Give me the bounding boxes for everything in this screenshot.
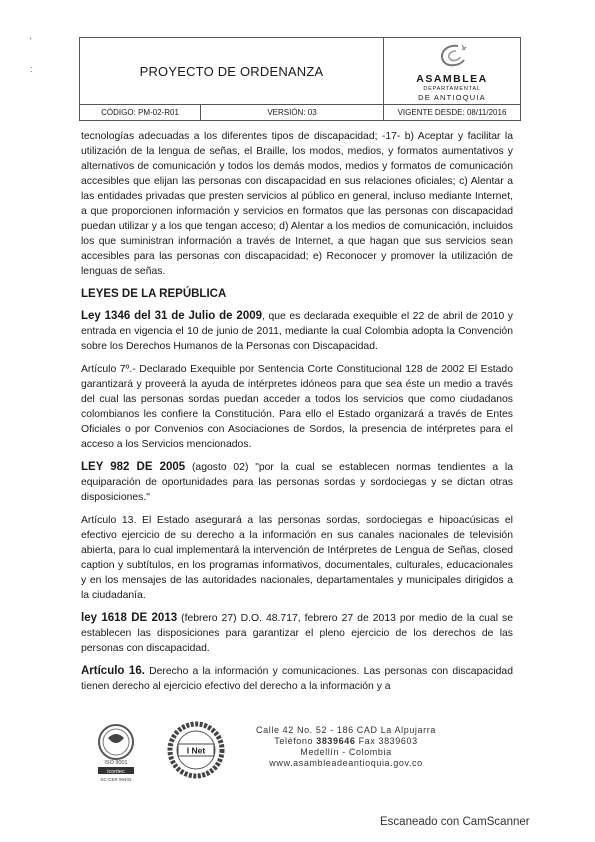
paragraph-articulo-13: Artículo 13. El Estado asegurará a las personas sordas, sordociegas e hipoacúsicas el efectivo ejercicio de su derecho a la información en sus canales nacionales de televisión abierta, para lo cual implementará la intervención de Intérpretes de Lengua de Señas, closed caption y subtítulos, en los programas informativos, documentales, culturales, educacionales y en los mensajes de las autoridades nacionales, departamentales y municipales dirigidos a la ciudadanía. [81, 515, 513, 601]
paragraph-ley-982 [81, 460, 513, 505]
section-heading: LEYES DE LA REPÚBLICA [81, 288, 227, 300]
iso-label: ISO 9001 [104, 760, 128, 766]
address-street: Calle 42 No. 52 - 186 CAD La Alpujarra [256, 725, 436, 735]
cert-code: SC-CER 96402 [100, 777, 132, 782]
document-version: VERSIÓN: 03 [201, 105, 384, 120]
asamblea-logo [384, 38, 520, 104]
phone-number: 3839646 [316, 736, 356, 746]
logo-line-1: ASAMBLEA [416, 73, 488, 85]
header-title: PROYECTO DE ORDENANZA [80, 38, 384, 104]
paragraph-articulo-7: Artículo 7º.- Declarado Exequible por Sentencia Corte Constitucional 128 de 2002 El Estado garantizará y proveerá la ayuda de intérpretes idóneos para que sea éste un medio a través del cual las personas sordas puedan acceder a todos los servicios que como ciudadanos colombianos les confiere la Constitución. Para ello el Estado organizará a través de Entes Oficiales o por Convenios con Asociaciones de Sordos, la presencia de intérpretes para el acceso a los Servicios mencionados. [81, 364, 513, 450]
inet-certification-logo [164, 720, 228, 780]
fax-number: Fax 3839603 [355, 736, 418, 746]
article-text: Derecho a la información y comunicaciones. Las personas con discapacidad tienen derecho al ejercicio efectivo del derecho a la información y a [81, 666, 513, 692]
law-title: ley 1618 DE 2013 [81, 612, 178, 624]
document-valid-from: VIGENTE DESDE: 08/11/2016 [397, 108, 507, 117]
law-text: (febrero 27) D.O. 48.717, febrero 27 de 2013 por medio de la cual se establecen las disposiciones para garantizar el pleno ejercicio de los derechos de las personas con discapacidad. [81, 613, 513, 654]
icontec-certification-logo [86, 720, 160, 782]
article-title: Artículo 16. [81, 665, 145, 677]
scan-mark: ' [30, 36, 32, 46]
document-code: CÓDIGO: PM-02-R01 [80, 105, 201, 120]
footer-address [246, 725, 446, 769]
document-header [79, 37, 521, 121]
document-body [81, 129, 513, 702]
website-link: www.asambleadeantioquia.gov.co [269, 758, 423, 768]
law-title: Ley 1346 del 31 de Julio de 2009 [81, 310, 263, 322]
camscanner-watermark: Escaneado con CamScanner [380, 816, 530, 828]
law-text: (agosto 02) "por la cual se establecen normas tendientes a la equiparación de oportunidades para las personas sordas y sordociegas y se dictan otras disposiciones." [81, 462, 513, 503]
address-phone-line [246, 736, 446, 747]
paragraph-1: tecnologías adecuadas a los diferentes tipos de discapacidad; -17- b) Aceptar y facilitar la utilización de la lengua de señas, el Braille, los modos, medios, y formatos aumentativos y alternativos de comunicación y todos los demás modos, medios y formatos de comunicación accesibles que elijan las personas con discapacidad en sus relaciones oficiales; c) Alentar a las entidades privadas que presten servicios al público en general, incluso mediante Internet, a que proporcionen información y servicios en formatos que las personas con discapacidad puedan utilizar y a los que tengan acceso; d) Alentar a los medios de comunicación, incluidos los que suministran información a través de Internet, a que hagan que sus servicios sean accesibles para las personas con discapacidad; e) Reconocer y promover la utilización de lenguas de señas. [81, 131, 513, 277]
law-title: LEY 982 DE 2005 [81, 461, 186, 473]
phone-label: Teléfono [274, 736, 317, 746]
inet-label: I Net [186, 745, 206, 756]
asamblea-emblem-icon [432, 42, 472, 70]
paragraph-ley-1618 [81, 611, 513, 656]
scan-mark: : [30, 64, 33, 74]
logo-line-3: DE ANTIOQUIA [418, 93, 486, 102]
paragraph-ley-1346 [81, 309, 513, 354]
logo-line-2: DEPARTAMENTAL [423, 86, 481, 92]
address-city: Medellín - Colombia [300, 747, 392, 757]
paragraph-articulo-16 [81, 664, 513, 694]
icontec-label: icontec [107, 769, 125, 775]
law-text: , que es declarada exequible el 22 de abril de 2010 y entrada en vigencia el 10 de junio de 2011, mediante la cual Colombia adopta la Convención sobre los Derechos Humanos de la Personas con Discapacidad. [81, 311, 513, 352]
